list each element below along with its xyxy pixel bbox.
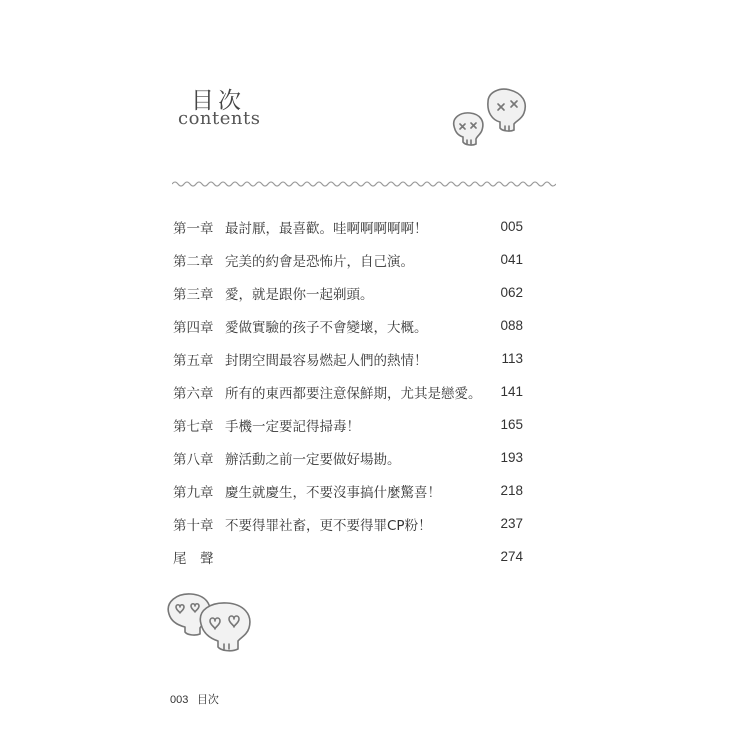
chapter-title: 完美的約會是恐怖片，自己演。 [225,253,414,270]
page-number: 005 [500,219,523,234]
chapter-title: 不要得罪社畜，更不要得罪CP粉！ [225,517,432,534]
chapter-title: 辦活動之前一定要做好場勘。 [225,451,401,468]
table-of-contents [173,210,523,573]
chapter-title: 愛，就是跟你一起剃頭。 [225,286,374,303]
page-number: 218 [500,483,523,498]
toc-row[interactable] [173,507,523,540]
skull-icon [448,88,533,158]
chapter-number: 第七章 [173,418,214,435]
toc-row[interactable] [173,441,523,474]
chapter-number: 第四章 [173,319,214,336]
chapter-number: 第九章 [173,484,214,501]
heart-skull-icon [165,592,265,662]
footer-page-number: 003 [170,694,189,706]
page-number: 141 [500,384,523,399]
footer-section: 目次 [196,693,219,706]
toc-row[interactable] [173,375,523,408]
page-number: 062 [500,285,523,300]
chapter-number: 第三章 [173,286,214,303]
toc-row[interactable] [173,309,523,342]
toc-row[interactable] [173,276,523,309]
toc-row[interactable] [173,474,523,507]
page-number: 041 [500,252,523,267]
page-number: 165 [500,417,523,432]
chapter-number: 第十章 [173,517,214,534]
chapter-title: 愛做實驗的孩子不會變壞，大概。 [225,319,428,336]
chapter-number: 第五章 [173,352,214,369]
page-number: 113 [501,351,523,366]
toc-row[interactable] [173,342,523,375]
chapter-number: 第一章 [173,220,214,237]
chapter-title: 最討厭，最喜歡。哇啊啊啊啊啊！ [225,220,428,237]
toc-row[interactable] [173,210,523,243]
chapter-title: 封閉空間最容易燃起人們的熱情！ [225,352,428,369]
chapter-number: 第六章 [173,385,214,402]
page-title: 目次 [191,88,245,114]
chapter-number: 尾 聲 [173,550,214,567]
page-number: 237 [500,516,523,531]
chapter-number: 第八章 [173,451,214,468]
page-footer [170,691,219,707]
page-subtitle: contents [178,108,261,129]
page-number: 274 [500,549,523,564]
chapter-title: 慶生就慶生，不要沒事搞什麼驚喜！ [225,484,441,501]
wavy-divider [172,179,556,189]
page-number: 088 [500,318,523,333]
chapter-title: 手機一定要記得掃毒！ [225,418,360,435]
toc-row[interactable] [173,408,523,441]
toc-row[interactable] [173,540,523,573]
chapter-number: 第二章 [173,253,214,270]
chapter-title: 所有的東西都要注意保鮮期，尤其是戀愛。 [225,385,482,402]
toc-row[interactable] [173,243,523,276]
page-number: 193 [500,450,523,465]
